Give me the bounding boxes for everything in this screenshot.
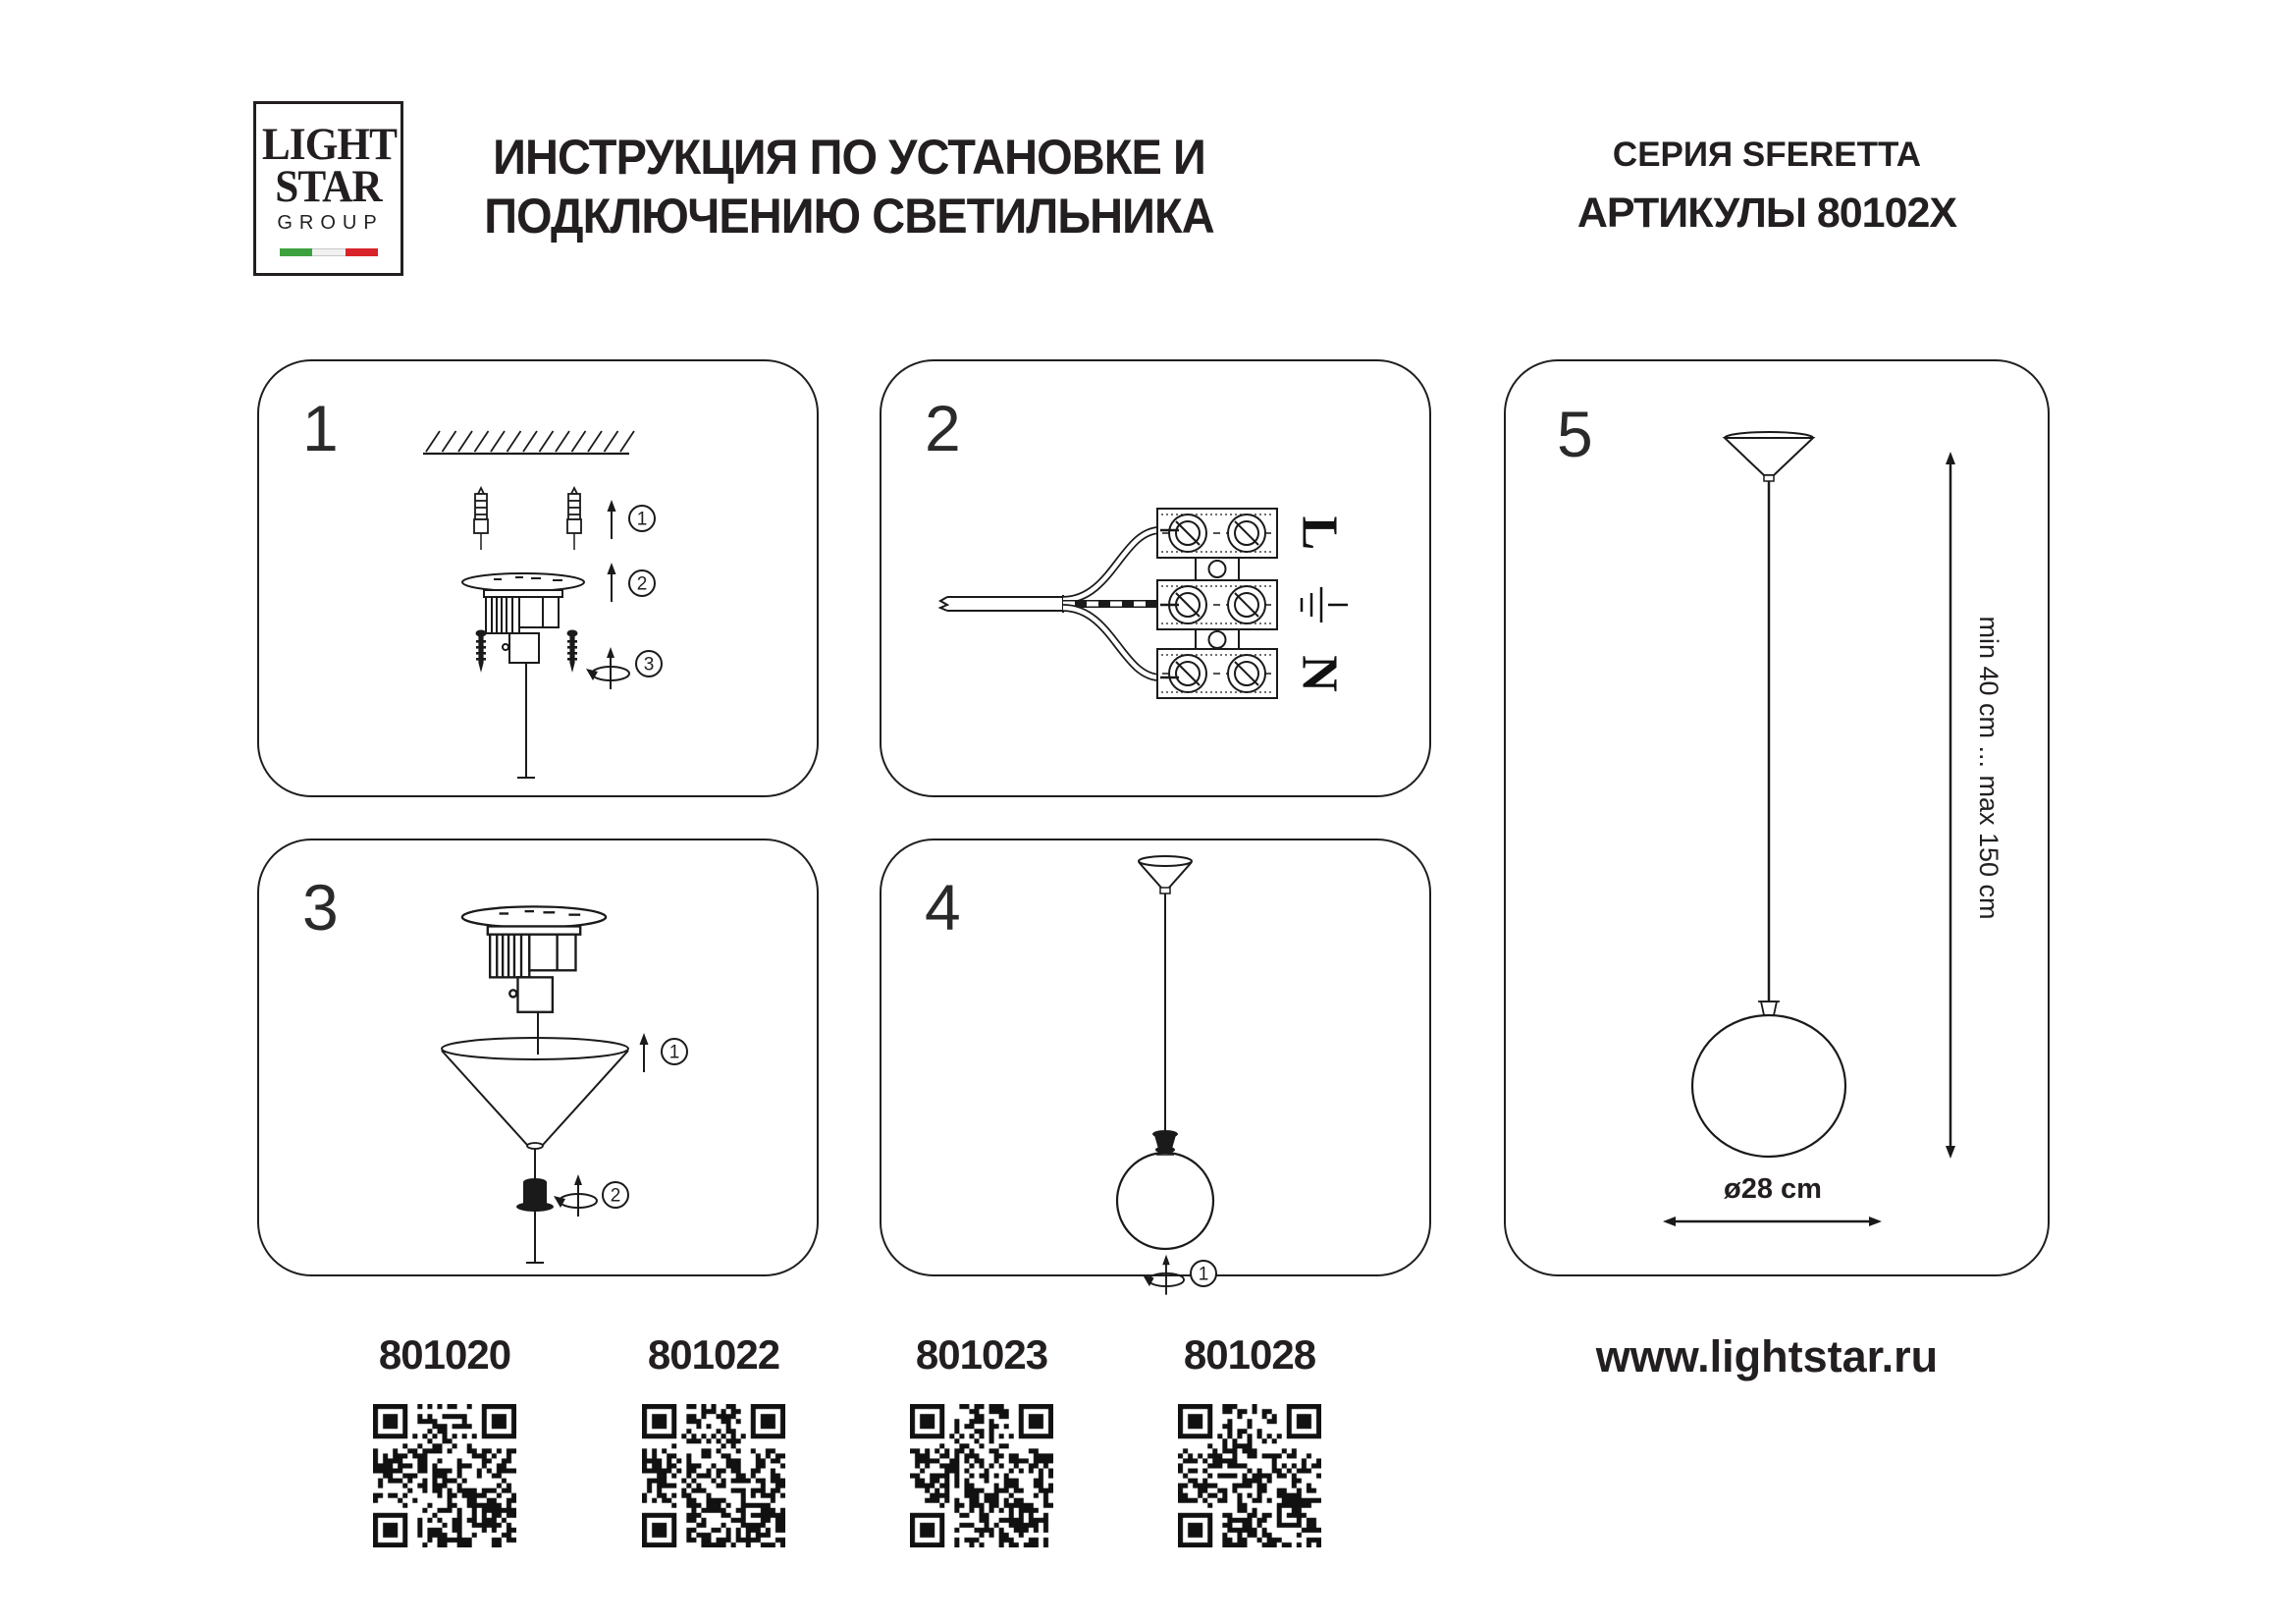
rotate-arrow-icon (1143, 1255, 1184, 1295)
qr-code (1178, 1404, 1321, 1547)
rotate-arrow-icon (554, 1174, 597, 1217)
lamp-holder-icon (1152, 1130, 1178, 1154)
page-title-line1: ИНСТРУКЦИЯ ПО УСТАНОВКЕ И (493, 130, 1205, 185)
step-marker-2 (603, 1182, 628, 1208)
wall-plug-icon (567, 488, 581, 533)
lightstar-logo (253, 101, 403, 276)
diameter-label: ø28 cm (1724, 1173, 1822, 1205)
up-arrow-icon (608, 500, 616, 539)
wall-plug-icon (474, 488, 488, 533)
step-marker-1 (1191, 1261, 1216, 1286)
step-marker-1 (629, 506, 655, 531)
rotate-arrow-icon (586, 647, 629, 689)
qr-code (910, 1404, 1053, 1547)
glass-sphere-icon (1117, 1153, 1213, 1249)
article-code: 801022 (647, 1331, 780, 1378)
panel-2-diagram (881, 361, 1428, 794)
italian-flag-icon (280, 248, 378, 256)
article-column (908, 1331, 1055, 1547)
panel-1-number: 1 (302, 392, 339, 464)
cone-shade-icon (442, 1038, 628, 1149)
article-code: 801023 (915, 1331, 1048, 1378)
article-column (1176, 1331, 1323, 1547)
terminal-label-line: L (1291, 515, 1348, 551)
pendant-cone-icon (1139, 856, 1192, 893)
step-marker-1 (662, 1039, 687, 1064)
panel-step-1 (257, 359, 819, 797)
logo-word-group: GROUP (277, 212, 384, 234)
article-code: 801020 (378, 1331, 511, 1378)
lamp-holder-icon (1758, 1001, 1780, 1015)
cord-grip-nut-icon (516, 1149, 554, 1263)
terminal-label-neutral: N (1291, 655, 1348, 692)
step-marker-3 (636, 651, 662, 677)
height-range-label: min 40 cm ... max 150 cm (1974, 616, 2003, 920)
pendant-cone-icon (1725, 432, 1813, 481)
article-column (371, 1331, 518, 1547)
website-url: www.lightstar.ru (1595, 1331, 1939, 1381)
series-block (1472, 135, 2061, 238)
panel-4-diagram (881, 840, 1428, 1285)
terminal-row-neutral (1157, 649, 1277, 698)
suspension-rod (517, 663, 535, 778)
article-column (640, 1331, 787, 1547)
logo-word-light: LIGHT (261, 119, 398, 170)
qr-code (373, 1404, 516, 1547)
screw-icon (567, 630, 578, 674)
svg-text:1: 1 (1198, 1264, 1209, 1285)
panel-1-diagram (259, 361, 816, 794)
article-code: 801028 (1183, 1331, 1316, 1378)
panel-step-2 (880, 359, 1431, 797)
power-cable (940, 595, 1063, 613)
panel-3-diagram (259, 840, 816, 1273)
svg-text:1: 1 (636, 509, 648, 530)
svg-text:2: 2 (636, 573, 648, 595)
step-marker-2 (629, 570, 655, 596)
panel-3-number: 3 (302, 871, 339, 944)
panel-5-number: 5 (1557, 398, 1593, 470)
wire-line (1063, 530, 1160, 600)
svg-text:3: 3 (643, 654, 655, 676)
up-arrow-icon (608, 563, 616, 602)
svg-text:1: 1 (668, 1042, 680, 1063)
glass-sphere-icon (1692, 1015, 1845, 1157)
height-dimension-arrow (1946, 452, 1955, 1159)
page-title-line2: ПОДКЛЮЧЕНИЮ СВЕТИЛЬНИКА (484, 189, 1214, 244)
terminal-row-line (1157, 509, 1277, 558)
logo-word-star: STAR (275, 161, 382, 212)
diameter-dimension-arrow (1663, 1217, 1882, 1226)
panel-2-number: 2 (925, 392, 961, 464)
series-name: СЕРИЯ SFERETTA (1612, 135, 1922, 174)
panel-step-5 (1504, 359, 2050, 1276)
up-arrow-icon (640, 1033, 649, 1072)
qr-code (642, 1404, 785, 1547)
articles-code: АРТИКУЛЫ 80102X (1576, 189, 1957, 237)
ceiling-hatch-icon (423, 431, 634, 454)
panel-5-diagram (1506, 361, 2047, 1273)
ceiling-canopy-icon (462, 906, 606, 1011)
earth-ground-icon (1302, 587, 1348, 623)
screw-icon (476, 630, 487, 674)
panel-step-3 (257, 839, 819, 1276)
panel-4-number: 4 (925, 871, 961, 944)
panel-step-4 (880, 839, 1431, 1285)
wire-neutral (1063, 608, 1160, 677)
page-title (475, 128, 1222, 245)
svg-text:2: 2 (610, 1185, 621, 1207)
